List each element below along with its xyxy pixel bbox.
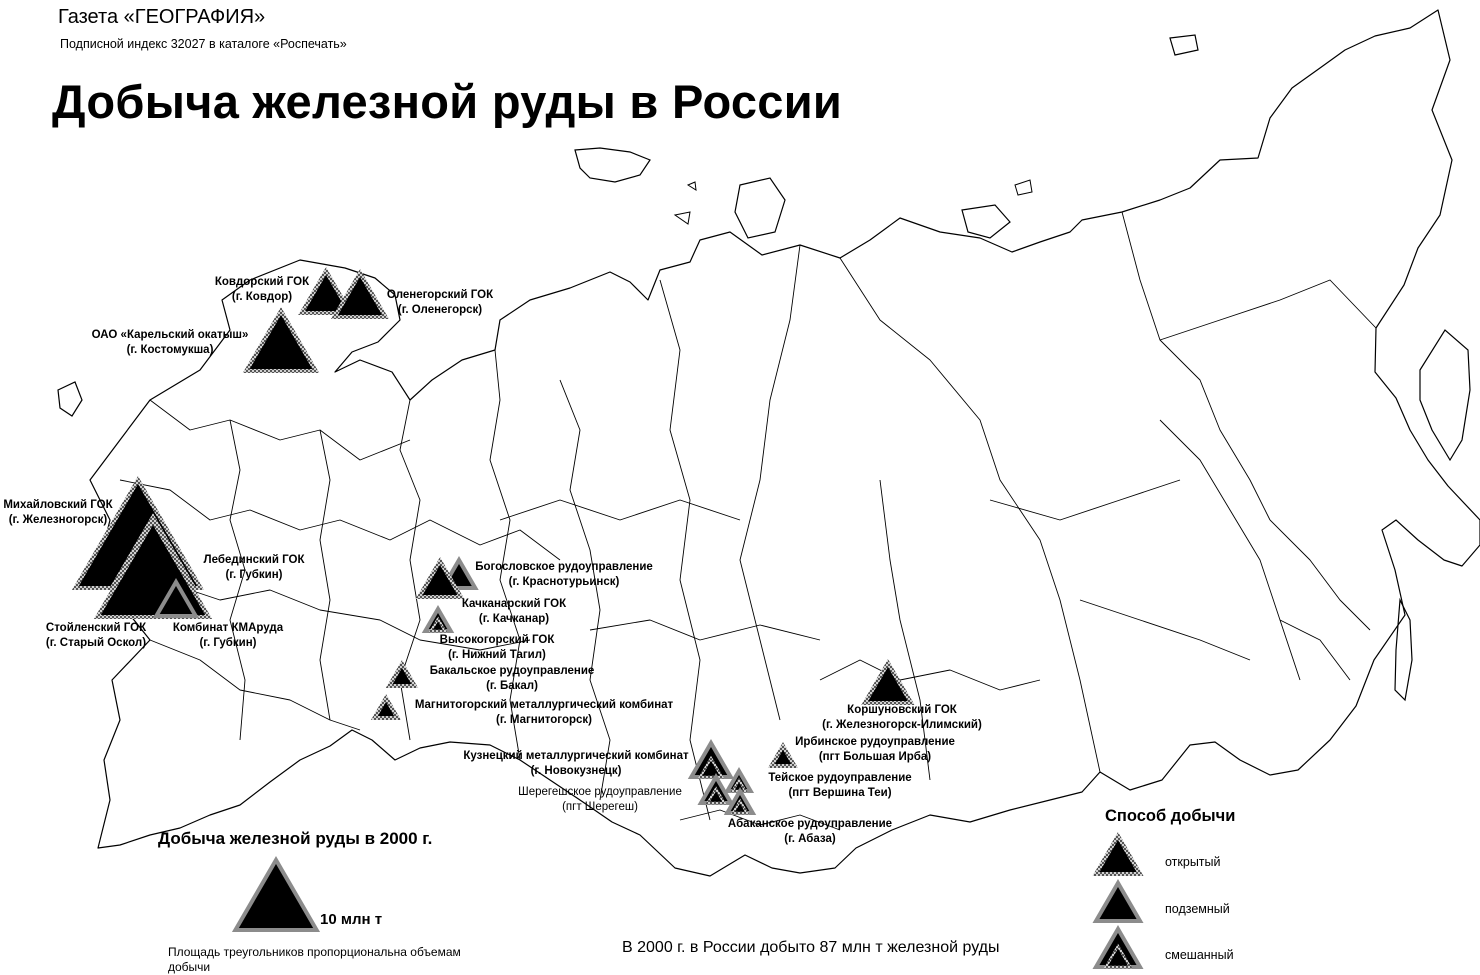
site-label-korshunovsky: Коршуновский ГОК (г. Железногорск-Илимский) bbox=[822, 704, 982, 731]
site-label-bogoslovsk: Богословское рудоуправление (г. Краснотурьинск) bbox=[475, 561, 653, 588]
new-siberian-islands bbox=[962, 205, 1010, 238]
site-label-magnitogorsk: Магнитогорский металлургический комбинат (г. Магнитогорск) bbox=[414, 699, 674, 726]
kamchatka bbox=[1420, 330, 1470, 460]
size-legend-title: Добыча железной руды в 2000 г. bbox=[158, 829, 433, 848]
islands-small bbox=[675, 180, 1032, 224]
method-legend-mixed-label: смешанный bbox=[1165, 948, 1234, 962]
site-label-teya: Тейское рудоуправление (пгт Вершина Теи) bbox=[768, 772, 912, 799]
method-legend-open-label: открытый bbox=[1165, 855, 1221, 869]
site-label-kmaruda: Комбинат КМАруда (г. Губкин) bbox=[172, 622, 284, 649]
site-label-irba: Ирбинское рудоуправление (пгт Большая Ирба) bbox=[795, 736, 955, 763]
method-legend-title: Способ добычи bbox=[1105, 807, 1236, 825]
triangle-bakal bbox=[389, 664, 415, 686]
novaya-zemlya bbox=[575, 148, 650, 182]
site-label-bakal: Бакальское рудоуправление (г. Бакал) bbox=[429, 665, 595, 692]
site-label-vysokogorsky: Высокогорский ГОК (г. Нижний Тагил) bbox=[439, 634, 555, 661]
site-label-mikhailovsky: Михайловский ГОК (г. Железногорск) bbox=[3, 499, 113, 526]
site-label-sheregesh: Шерегешское рудоуправление (пгт Шерегеш) bbox=[518, 786, 682, 813]
site-label-stoilensky: Стойленский ГОК (г. Старый Оскол) bbox=[45, 622, 147, 649]
page-title: Добыча железной руды в России bbox=[52, 75, 843, 128]
size-legend-note: Площадь треугольников пропорциональна объемам добычи bbox=[168, 945, 461, 974]
triangle-legend-underground bbox=[1096, 883, 1140, 921]
total-production-note: В 2000 г. в России добыто 87 млн т железной руды bbox=[622, 939, 1000, 956]
site-label-kachkanar: Качканарский ГОК (г. Качканар) bbox=[461, 598, 567, 625]
triangle-size-legend bbox=[235, 860, 316, 930]
triangle-irba bbox=[771, 746, 794, 766]
site-label-novokuznetsk: Кузнецкий металлургический комбинат (г. Новокузнецк) bbox=[463, 750, 689, 777]
triangle-kostomuksha bbox=[246, 311, 316, 371]
site-label-kostomuksha: ОАО «Карельский окатыш» (г. Костомукша) bbox=[91, 329, 249, 356]
wrangel-island bbox=[1170, 35, 1198, 55]
triangle-korshunovsky bbox=[865, 663, 911, 703]
triangle-magnitogorsk bbox=[374, 698, 397, 718]
method-legend-underground-label: подземный bbox=[1165, 902, 1230, 916]
site-markers bbox=[75, 271, 1140, 967]
triangle-legend-open bbox=[1096, 836, 1140, 874]
newspaper-name: Газета «ГЕОГРАФИЯ» bbox=[58, 6, 266, 28]
site-label-abaza: Абаканское рудоуправление (г. Абаза) bbox=[727, 818, 893, 845]
size-legend-value: 10 млн т bbox=[320, 911, 383, 928]
site-label-olenegorsk: Оленегорский ГОК (г. Оленегорск) bbox=[386, 289, 494, 316]
sakhalin bbox=[1395, 600, 1412, 700]
severnaya-zemlya bbox=[735, 178, 785, 238]
site-label-kovdor: Ковдорский ГОК (г. Ковдор) bbox=[214, 276, 310, 303]
kaliningrad bbox=[58, 382, 82, 416]
site-label-lebedinsky: Лебединский ГОК (г. Губкин) bbox=[203, 554, 305, 581]
subscription-index: Подписной индекс 32027 в каталоге «Роспечать» bbox=[60, 37, 347, 51]
